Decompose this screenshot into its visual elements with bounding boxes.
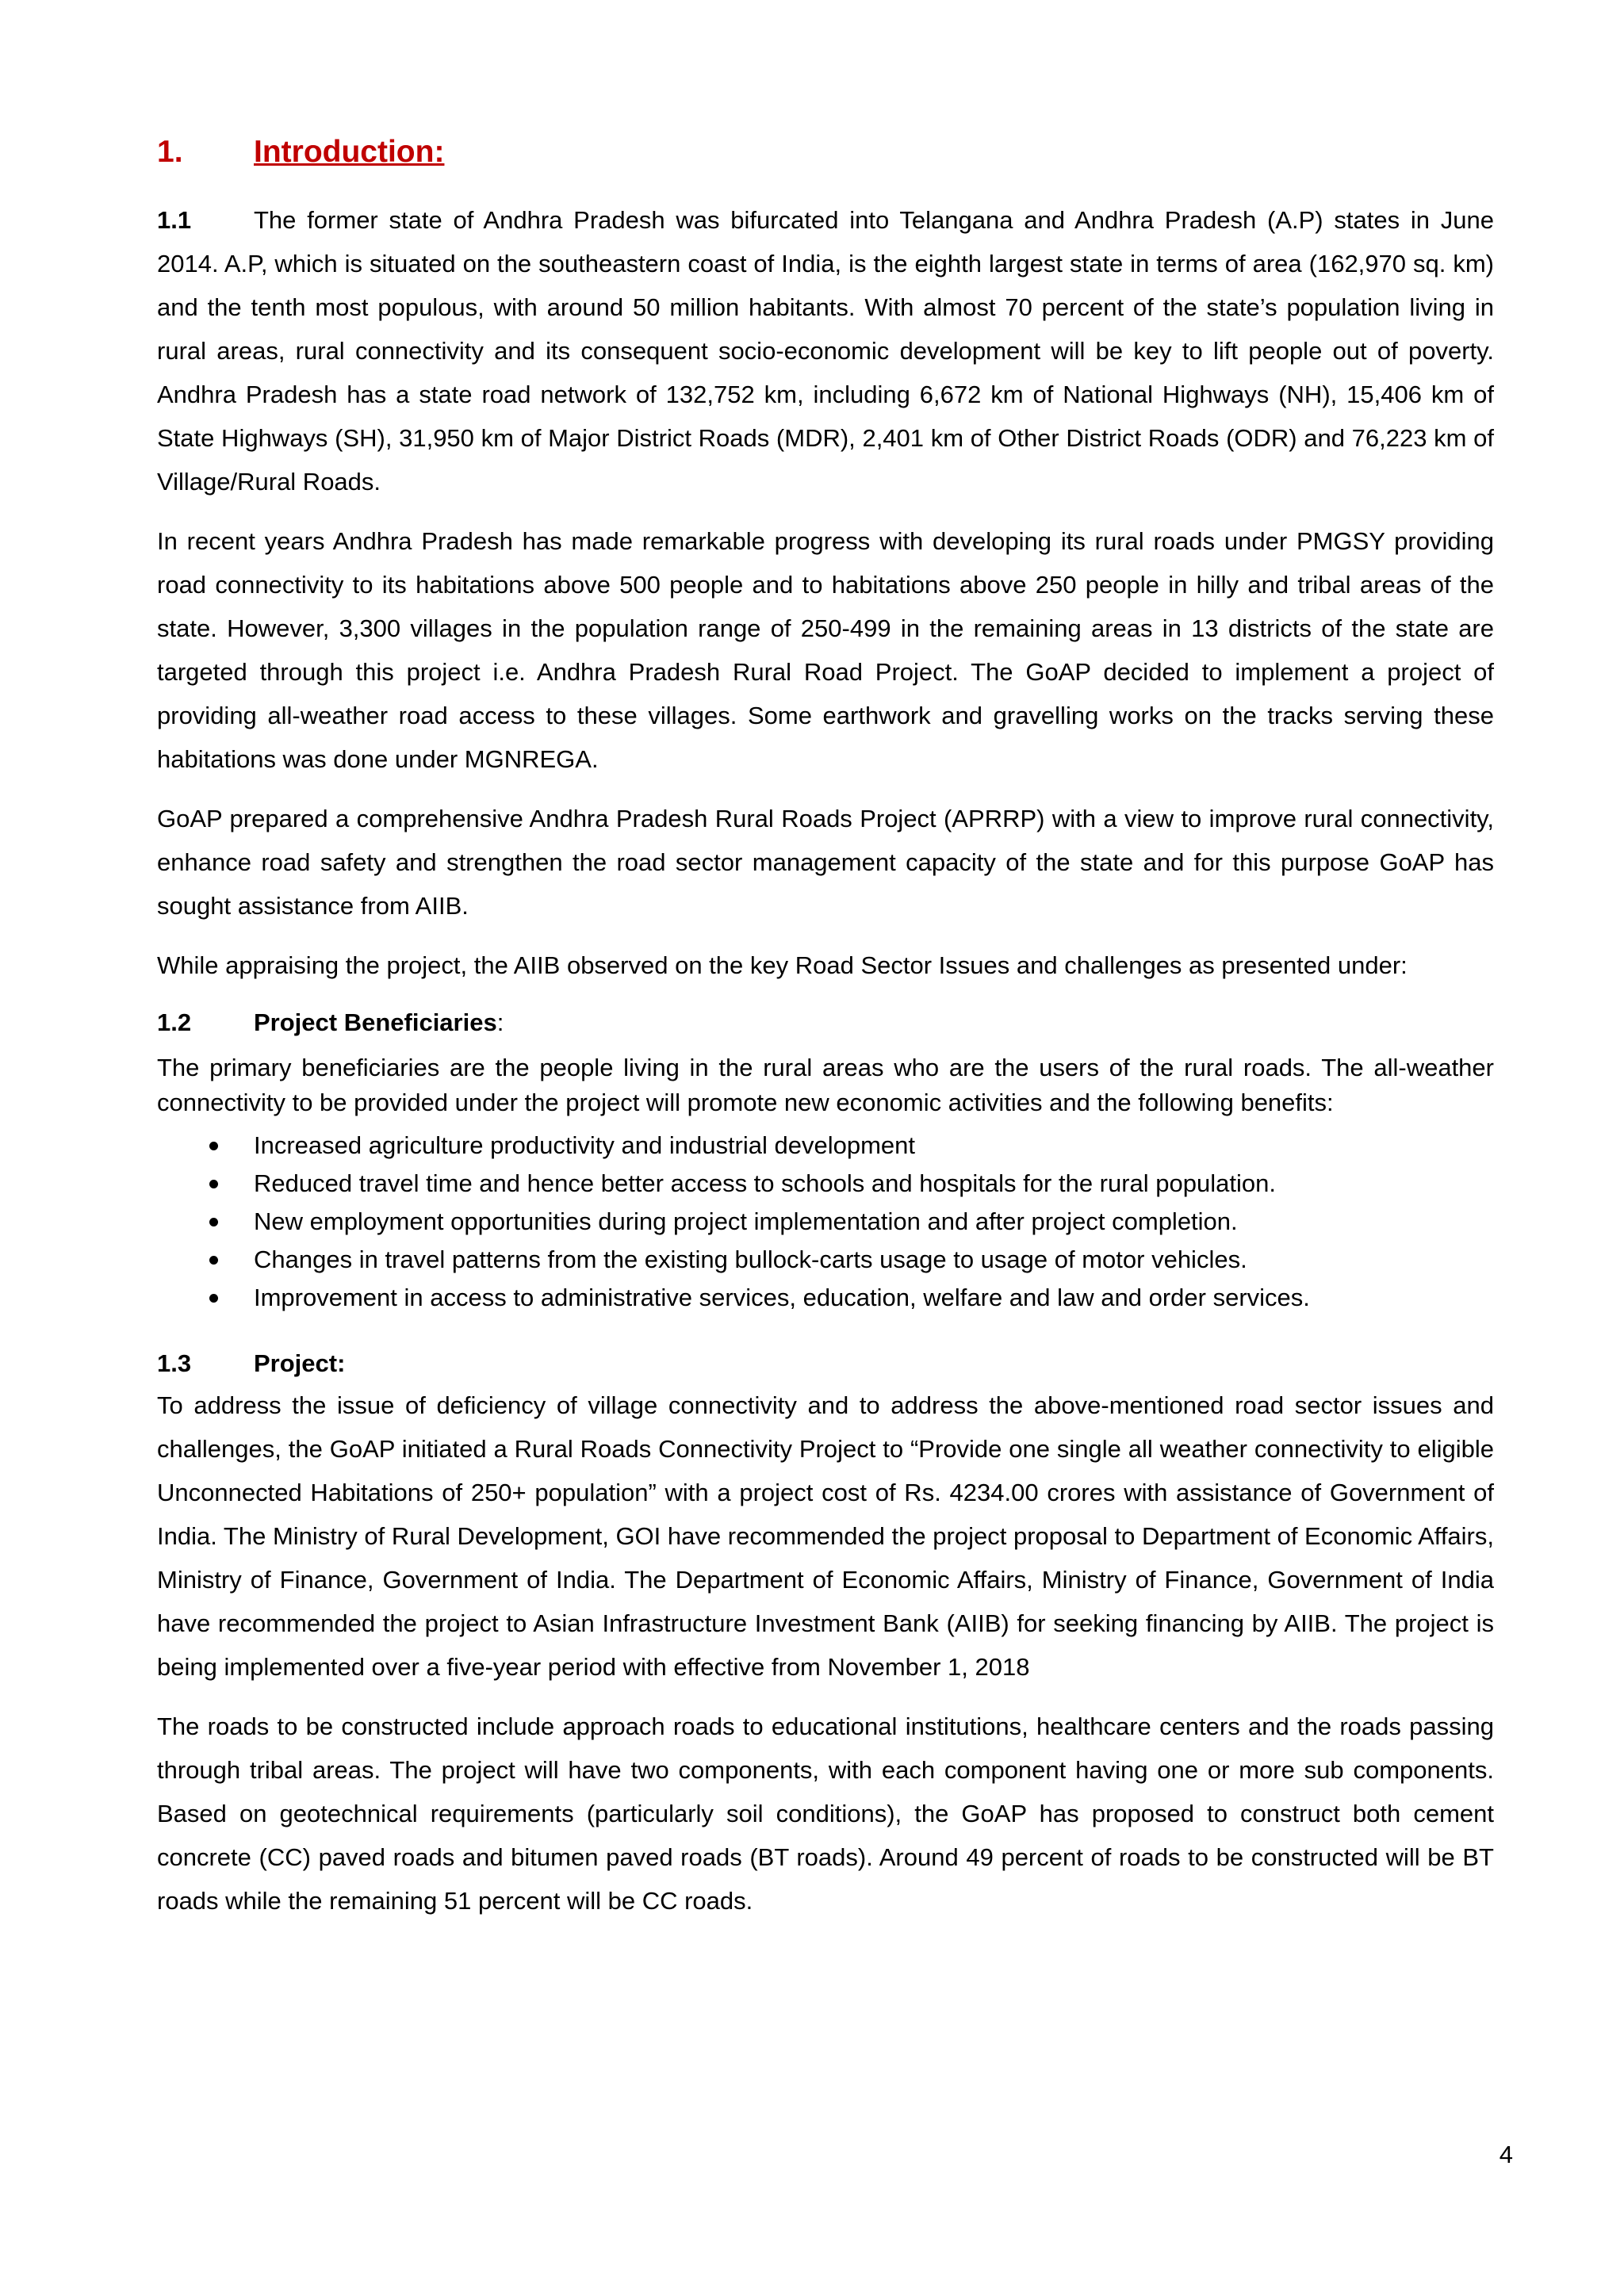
bullet-icon	[209, 1294, 218, 1303]
subheading-1-2-suffix: :	[496, 1008, 504, 1036]
section-number-1-1: 1.1	[157, 206, 192, 234]
list-item-text: Reduced travel time and hence better access to schools and hospitals for the rural population.	[254, 1169, 1276, 1197]
document-page	[157, 135, 1494, 1938]
list-item	[157, 1279, 1494, 1317]
list-item	[157, 1241, 1494, 1279]
section-number-1-2: 1.2	[157, 1008, 192, 1036]
list-item-text: Improvement in access to administrative services, education, welfare and law and order services.	[254, 1284, 1310, 1311]
section-number-1-3: 1.3	[157, 1349, 192, 1377]
paragraph-1-1-text: The former state of Andhra Pradesh was bifurcated into Telangana and Andhra Pradesh (A.P) states in June 2014. A.P, which is situated on the southeastern coast of India, is the eighth largest state in terms of area (162,970 sq. km) and the tenth most populous, with around 50 million habitants. With almost 70 percent of the state’s population living in rural areas, rural connectivity and its consequent socio-economic development will be key to lift people out of poverty. Andhra Pradesh has a state road network of 132,752 km, including 6,672 km of National Highways (NH), 15,406 km of State Highways (SH), 31,950 km of Major District Roads (MDR), 2,401 km of Other District Roads (ODR) and 76,223 km of Village/Rural Roads.	[157, 206, 1494, 496]
paragraph-beneficiaries: The primary beneficiaries are the people living in the rural areas who are the users of the rural roads. The all-weather connectivity to be provided under the project will promote new economic activities and the following benefits:	[157, 1054, 1494, 1116]
list-item	[157, 1203, 1494, 1241]
subheading-1-2	[157, 1003, 1494, 1043]
heading-number: 1.	[157, 135, 183, 169]
section-heading	[157, 135, 1494, 170]
heading-title: Introduction:	[254, 135, 445, 169]
paragraph-appraisal: While appraising the project, the AIIB observed on the key Road Sector Issues and challenges as presented under:	[157, 951, 1408, 979]
bullet-icon	[209, 1256, 218, 1265]
list-item-text: Increased agriculture productivity and industrial development	[254, 1131, 916, 1159]
bullet-icon	[209, 1218, 218, 1226]
list-item-text: New employment opportunities during project implementation and after project completion.	[254, 1207, 1238, 1235]
list-item	[157, 1127, 1494, 1165]
subheading-1-3-title: Project:	[254, 1349, 346, 1377]
subheading-1-3	[157, 1344, 1494, 1383]
paragraph-roads: The roads to be constructed include approach roads to educational institutions, healthcare centers and the roads passing through tribal areas. The project will have two components, with each component having one or more sub components. Based on geotechnical requirements (particularly soil conditions), the GoAP has proposed to construct both cement concrete (CC) paved roads and bitumen paved roads (BT roads). Around 49 percent of roads to be constructed will be BT roads while the remaining 51 percent will be CC roads.	[157, 1712, 1494, 1915]
list-item	[157, 1165, 1494, 1203]
subheading-1-2-title: Project Beneficiaries	[254, 1008, 497, 1036]
paragraph-aprrp: GoAP prepared a comprehensive Andhra Pradesh Rural Roads Project (APRRP) with a view to improve rural connectivity, enhance road safety and strengthen the road sector management capacity of the state and for this purpose GoAP has sought assistance from AIIB.	[157, 805, 1494, 920]
benefits-list	[157, 1127, 1494, 1317]
list-item-text: Changes in travel patterns from the existing bullock-carts usage to usage of motor vehicles.	[254, 1246, 1247, 1273]
page-number: 4	[1499, 2141, 1513, 2168]
bullet-icon	[209, 1142, 218, 1150]
paragraph-project: To address the issue of deficiency of village connectivity and to address the above-mentioned road sector issues and challenges, the GoAP initiated a Rural Roads Connectivity Project to “Provide one single all weather connectivity to eligible Unconnected Habitations of 250+ population” with a project cost of Rs. 4234.00 crores with assistance of Government of India. The Ministry of Rural Development, GOI have recommended the project proposal to Department of Economic Affairs, Ministry of Finance, Government of India. The Department of Economic Affairs, Ministry of Finance, Government of India have recommended the project to Asian Infrastructure Investment Bank (AIIB) for seeking financing by AIIB. The project is being implemented over a five-year period with effective from November 1, 2018	[157, 1391, 1494, 1681]
paragraph-1-1	[157, 198, 1494, 503]
bullet-icon	[209, 1180, 218, 1188]
paragraph-pmgsy: In recent years Andhra Pradesh has made remarkable progress with developing its rural roads under PMGSY providing road connectivity to its habitations above 500 people and to habitations above 250 people in hilly and tribal areas of the state. However, 3,300 villages in the population range of 250-499 in the remaining areas in 13 districts of the state are targeted through this project i.e. Andhra Pradesh Rural Road Project. The GoAP decided to implement a project of providing all-weather road access to these villages. Some earthwork and gravelling works on the tracks serving these habitations was done under MGNREGA.	[157, 527, 1494, 773]
